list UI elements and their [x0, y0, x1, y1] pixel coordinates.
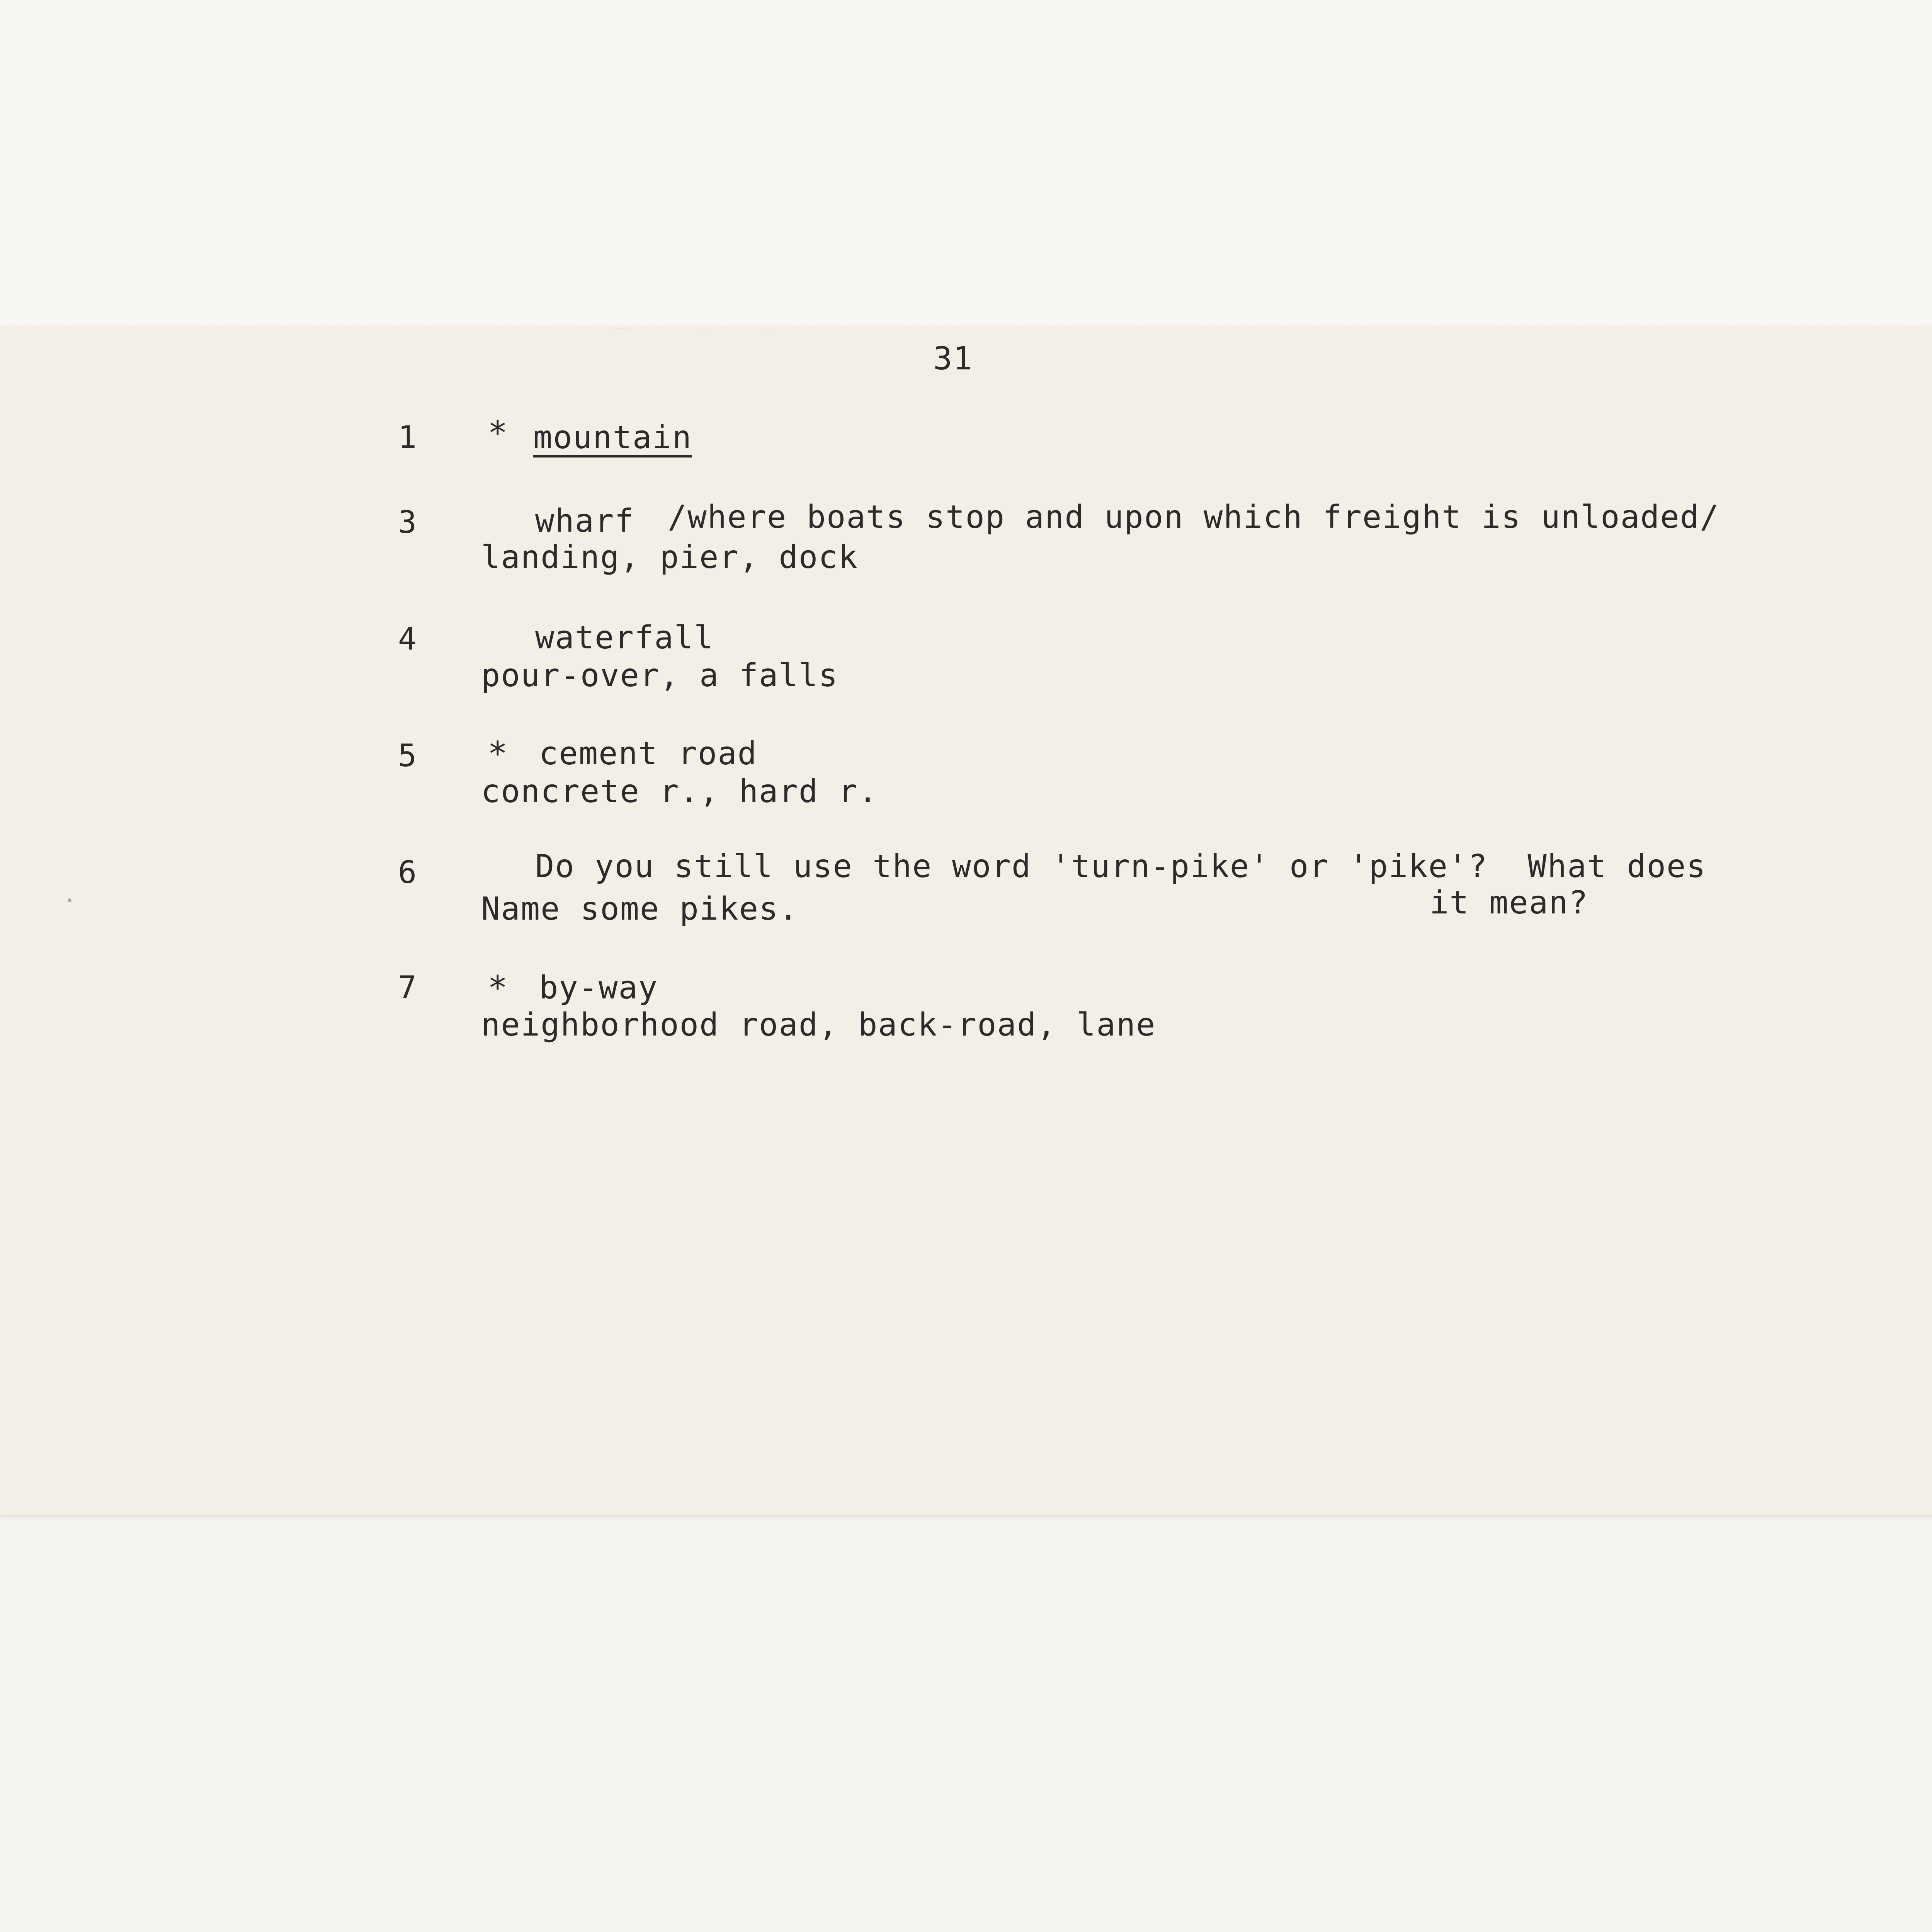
entry-4-line-1: pour-over, a falls	[481, 657, 838, 694]
entry-3-line-1: landing, pier, dock	[481, 539, 858, 576]
entry-5-term: cement road	[539, 735, 758, 772]
entry-6-question: Do you still use the word 'turn-pike' or 'pike'? What does	[535, 848, 1706, 885]
entry-7-line-1: neighborhood road, back-road, lane	[481, 1007, 1156, 1043]
entry-6-line-1: Name some pikes.	[481, 891, 799, 927]
entry-6-number: 6	[398, 854, 418, 890]
entry-3-number: 3	[398, 504, 418, 540]
entry-5-star: *	[488, 735, 509, 773]
entry-1-star: *	[488, 414, 509, 452]
entry-4-term: waterfall	[535, 619, 714, 656]
entry-1-number: 1	[398, 419, 418, 455]
entry-7-term: by-way	[539, 969, 658, 1006]
torn-edge	[541, 322, 811, 338]
entry-3-note: /where boats stop and upon which freight is unloaded/	[668, 499, 1720, 536]
page-number: 31	[933, 340, 973, 377]
entry-7-number: 7	[398, 969, 418, 1005]
entry-1-term: mountain	[533, 419, 692, 456]
entry-4-number: 4	[398, 621, 418, 657]
paper-speck	[68, 898, 71, 902]
entry-5-number: 5	[398, 738, 418, 774]
entry-7-star: *	[488, 969, 509, 1007]
typed-slip	[0, 325, 1932, 1516]
entry-6-line-2: it mean?	[1430, 884, 1588, 921]
entry-3-term: wharf	[535, 503, 634, 539]
entry-5-line-1: concrete r., hard r.	[481, 773, 878, 810]
